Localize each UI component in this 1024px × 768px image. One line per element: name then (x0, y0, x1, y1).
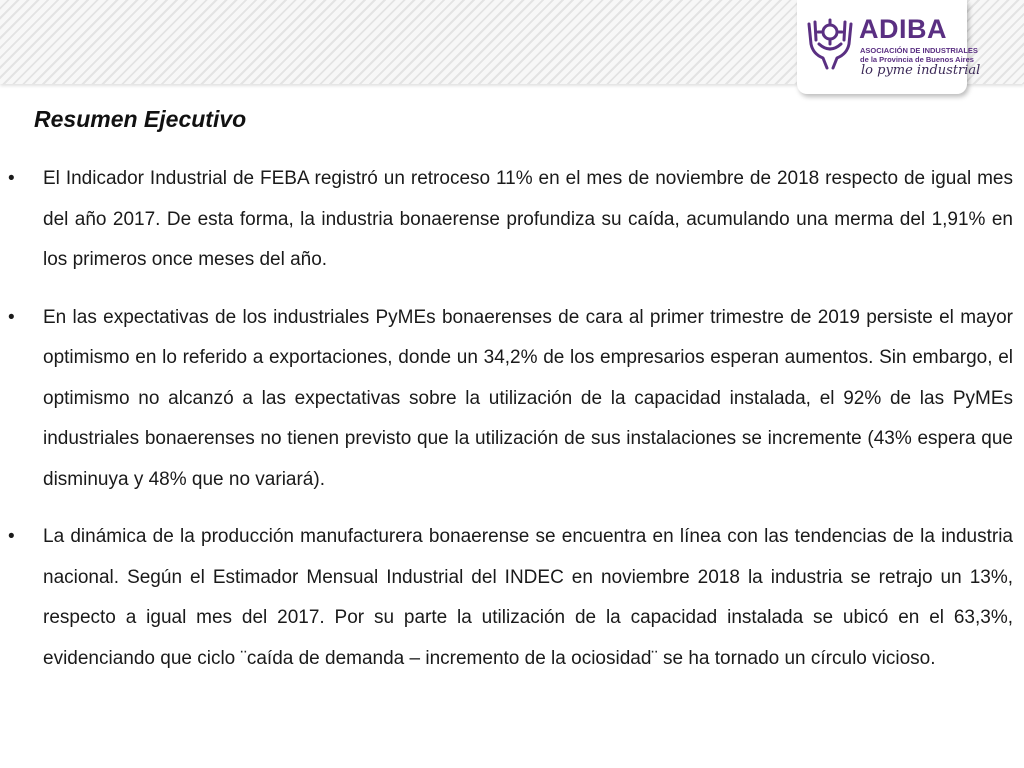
bullet-marker: • (8, 168, 15, 189)
bullet-item (0, 517, 1024, 679)
logo-subtitle-line2: de la Provincia de Buenos Aires (860, 55, 974, 64)
hands-gear-icon (805, 14, 855, 70)
bullet-list (0, 159, 1024, 696)
logo-subtitle-line1: ASOCIACIÓN DE INDUSTRIALES (860, 46, 978, 55)
bullet-marker: • (8, 526, 15, 547)
bullet-text: En las expectativas de los industriales PyMEs bonaerenses de cara al primer trimestre de 2019 persiste el mayor optimismo en lo referido a exportaciones, donde un 34,2% de los empresarios esperan aumentos. Sin embargo, el optimismo no alcanzó a las expectativas sobre la utilización de la capacidad instalada, el 92% de las PyMEs industriales bonaerenses no tienen previsto que la utilización de sus instalaciones se incremente (43% espera que disminuya y 48% que no variará). (43, 306, 1013, 490)
bullet-marker: • (8, 306, 15, 328)
page-title: Resumen Ejecutivo (34, 106, 247, 132)
logo-name: ADIBA (859, 14, 947, 44)
bullet-text: La dinámica de la producción manufacturera bonaerense se encuentra en línea con las tendencias de la industria nacional. Según el Estimador Mensual Industrial del INDEC en noviembre 2018 la industria se retrajo un 13%, respecto a igual mes del 2017. Por su parte la utilización de la capacidad instalada se ubicó en el 63,3%, evidenciando que ciclo ¨caída de demanda – incremento de la ociosidad¨ se ha tornado un círculo vicioso. (43, 526, 1013, 669)
bullet-item (0, 298, 1024, 501)
adiba-logo (797, 0, 981, 94)
bullet-text: El Indicador Industrial de FEBA registró un retroceso 11% en el mes de noviembre de 2018 respecto de igual mes del año 2017. De esta forma, la industria bonaerense profundiza su caída, acumulando una merma del 1,91% en los primeros once meses del año. (43, 168, 1013, 270)
bullet-item (0, 159, 1024, 281)
logo-tagline: lo pyme industrial (861, 63, 981, 78)
